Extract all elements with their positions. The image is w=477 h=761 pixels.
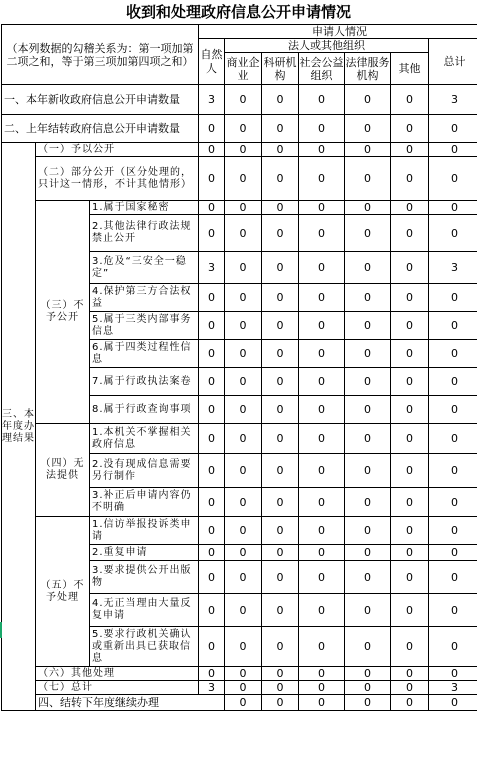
- table-row: [2, 115, 477, 143]
- cell: 0: [299, 667, 345, 681]
- cell: 0: [262, 627, 299, 667]
- table-row: [2, 681, 477, 695]
- cell: 0: [299, 396, 345, 424]
- cell: 0: [429, 594, 477, 627]
- cell: 0: [225, 454, 262, 488]
- cell: 0: [429, 143, 477, 157]
- cell: 0: [391, 312, 429, 340]
- cell: 0: [199, 594, 225, 627]
- row-label: 3.补正后申请内容仍不明确: [90, 488, 199, 517]
- cell: 0: [199, 201, 225, 215]
- cell: 0: [345, 215, 391, 252]
- cell: 0: [225, 115, 262, 143]
- cell: 0: [345, 424, 391, 454]
- cell: 0: [345, 594, 391, 627]
- table-row: [2, 143, 477, 157]
- cell: 0: [262, 695, 299, 711]
- row-label: 3.危及“三安全一稳定”: [90, 252, 199, 284]
- cell: 0: [429, 695, 477, 711]
- cell: 0: [429, 340, 477, 368]
- cell: 0: [199, 368, 225, 396]
- table-row: [2, 201, 477, 215]
- legal-org-header: 法人或其他组织: [225, 39, 429, 53]
- cell: 0: [391, 424, 429, 454]
- cell: 0: [299, 340, 345, 368]
- cell: 0: [262, 143, 299, 157]
- cell: 0: [299, 284, 345, 312]
- group-three-label: （三）不予公开: [36, 201, 90, 424]
- cell: 0: [429, 201, 477, 215]
- cell: 0: [299, 545, 345, 561]
- row-label: 7.属于行政执法案卷: [90, 368, 199, 396]
- cell: 0: [225, 368, 262, 396]
- cell: 0: [391, 681, 429, 695]
- info-disclosure-table: [1, 24, 477, 711]
- cell: 0: [299, 681, 345, 695]
- cell: 0: [299, 517, 345, 545]
- cell: 3: [429, 681, 477, 695]
- cell: 0: [299, 143, 345, 157]
- row-label: 5.属于三类内部事务信息: [90, 312, 199, 340]
- cell: 0: [199, 627, 225, 667]
- cell: 0: [345, 695, 391, 711]
- applicant-header: 申请人情况: [199, 25, 477, 39]
- page-title: 收到和处理政府信息公开申请情况: [125, 3, 351, 21]
- cell: 0: [262, 488, 299, 517]
- cell: 0: [262, 340, 299, 368]
- cell: 0: [429, 424, 477, 454]
- cell: 0: [199, 667, 225, 681]
- cell: 0: [262, 545, 299, 561]
- cell: 0: [299, 424, 345, 454]
- row-label: 6.属于四类过程性信息: [90, 340, 199, 368]
- cell: 0: [345, 85, 391, 115]
- cell: 0: [391, 396, 429, 424]
- cell: 0: [391, 454, 429, 488]
- row-label: 2.没有现成信息需要另行制作: [90, 454, 199, 488]
- cell: 0: [391, 594, 429, 627]
- cell: 0: [299, 312, 345, 340]
- cell: 0: [225, 594, 262, 627]
- relation-note: （本列数据的勾稽关系为：第一项加第二项之和，等于第三项加第四项之和）: [2, 25, 199, 85]
- row-label: 5.要求行政机关确认或重新出具已获取信息: [90, 627, 199, 667]
- cell: 0: [391, 627, 429, 667]
- cell: 0: [391, 157, 429, 201]
- row-label: （二）部分公开（区分处理的，只计这一情形，不计其他情形）: [36, 157, 199, 201]
- cell: 0: [345, 252, 391, 284]
- cell: 0: [299, 85, 345, 115]
- cell: 3: [429, 85, 477, 115]
- cell: 0: [345, 627, 391, 667]
- cell: 0: [345, 284, 391, 312]
- cell: 0: [262, 454, 299, 488]
- cell: 0: [391, 340, 429, 368]
- total-header: 总计: [429, 39, 477, 85]
- row-label: 1.本机关不掌握相关政府信息: [90, 424, 199, 454]
- cell: 3: [199, 681, 225, 695]
- table-row: [2, 157, 477, 201]
- cell: 0: [299, 488, 345, 517]
- cell: 0: [262, 594, 299, 627]
- cell: 0: [199, 396, 225, 424]
- cell: 0: [299, 627, 345, 667]
- cell: 0: [345, 201, 391, 215]
- section-three-label: 三、本年度办理结果: [2, 143, 36, 711]
- cell: 0: [345, 340, 391, 368]
- cell: 0: [199, 312, 225, 340]
- cell: 0: [199, 424, 225, 454]
- cell: 0: [199, 488, 225, 517]
- cell: 0: [225, 396, 262, 424]
- cell: 0: [345, 488, 391, 517]
- row-label: 8.属于行政查询事项: [90, 396, 199, 424]
- cell: 0: [262, 284, 299, 312]
- row-label: 1.信访举报投诉类申请: [90, 517, 199, 545]
- cell: 0: [225, 340, 262, 368]
- cell: 0: [429, 561, 477, 594]
- research-header: 科研机构: [262, 53, 299, 85]
- cell: 0: [429, 517, 477, 545]
- cell: 0: [199, 143, 225, 157]
- cell: 0: [199, 215, 225, 252]
- table-row: [2, 667, 477, 681]
- cell: 0: [429, 627, 477, 667]
- cell: 0: [225, 545, 262, 561]
- cell: 0: [299, 454, 345, 488]
- row-label: 3.要求提供公开出版物: [90, 561, 199, 594]
- cell: 0: [391, 695, 429, 711]
- group-four-label: （四）无法提供: [36, 424, 90, 517]
- cell: 0: [199, 340, 225, 368]
- cell: 0: [391, 667, 429, 681]
- cell: 0: [391, 201, 429, 215]
- cell: 0: [299, 561, 345, 594]
- cell: 0: [262, 368, 299, 396]
- table-row: [2, 85, 477, 115]
- cell: 0: [299, 252, 345, 284]
- cell: 0: [199, 561, 225, 594]
- cell: 0: [199, 115, 225, 143]
- cell: 0: [345, 681, 391, 695]
- cell: 0: [225, 284, 262, 312]
- cell: 0: [391, 561, 429, 594]
- cell: 0: [345, 312, 391, 340]
- cell: 3: [199, 252, 225, 284]
- law-header: 法律服务机构: [345, 53, 391, 85]
- cell: 0: [262, 312, 299, 340]
- row-label: 二、上年结转政府信息公开申请数量: [2, 115, 199, 143]
- cell: 0: [345, 561, 391, 594]
- cell: 0: [299, 695, 345, 711]
- cell: 0: [225, 157, 262, 201]
- cell: 0: [429, 368, 477, 396]
- row-label: 2.重复申请: [90, 545, 199, 561]
- cell: 0: [429, 115, 477, 143]
- cell: 0: [345, 368, 391, 396]
- cell: 0: [299, 368, 345, 396]
- cell: 0: [391, 85, 429, 115]
- cell: 0: [299, 115, 345, 143]
- cell: 0: [262, 157, 299, 201]
- cell: 0: [225, 201, 262, 215]
- cell: 0: [262, 667, 299, 681]
- cell: 0: [391, 368, 429, 396]
- cell: 0: [225, 627, 262, 667]
- cell: 0: [391, 252, 429, 284]
- cell: 0: [199, 284, 225, 312]
- table-row: [2, 517, 477, 545]
- cell: 0: [199, 517, 225, 545]
- cell: 0: [345, 396, 391, 424]
- edge-marker: [0, 622, 2, 638]
- row-label: （一）予以公开: [36, 143, 199, 157]
- business-header: 商业企业: [225, 53, 262, 85]
- cell: 0: [391, 517, 429, 545]
- cell: 0: [429, 157, 477, 201]
- social-header: 社会公益组织: [299, 53, 345, 85]
- cell: 0: [429, 454, 477, 488]
- cell: 0: [345, 157, 391, 201]
- natural-person-header: 自然人: [199, 39, 225, 85]
- cell: 0: [429, 312, 477, 340]
- cell: 0: [199, 157, 225, 201]
- cell: 0: [262, 215, 299, 252]
- cell: 0: [345, 143, 391, 157]
- cell: 0: [225, 488, 262, 517]
- cell: 0: [391, 115, 429, 143]
- row-label: 1.属于国家秘密: [90, 201, 199, 215]
- cell: 0: [429, 488, 477, 517]
- cell: 0: [262, 424, 299, 454]
- cell: 0: [299, 201, 345, 215]
- cell: 0: [299, 215, 345, 252]
- cell: 0: [225, 561, 262, 594]
- cell: 0: [199, 454, 225, 488]
- cell: 0: [225, 215, 262, 252]
- cell: 0: [225, 517, 262, 545]
- cell: 0: [225, 424, 262, 454]
- cell: 0: [262, 115, 299, 143]
- cell: 0: [391, 488, 429, 517]
- cell: 0: [262, 396, 299, 424]
- cell: 0: [429, 667, 477, 681]
- group-five-label: （五）不予处理: [36, 517, 90, 667]
- cell: 0: [345, 667, 391, 681]
- cell: 3: [199, 85, 225, 115]
- row-label: 4.无正当理由大量反复申请: [90, 594, 199, 627]
- cell: 0: [225, 312, 262, 340]
- cell: 0: [429, 396, 477, 424]
- table-row: [2, 424, 477, 454]
- cell: 0: [262, 561, 299, 594]
- cell: 0: [262, 85, 299, 115]
- cell: 0: [429, 284, 477, 312]
- cell: 0: [262, 681, 299, 695]
- cell: 0: [225, 667, 262, 681]
- cell: 0: [299, 157, 345, 201]
- cell: 0: [225, 695, 262, 711]
- row-label: 4.保护第三方合法权益: [90, 284, 199, 312]
- row-label: 一、本年新收政府信息公开申请数量: [2, 85, 199, 115]
- cell: 0: [429, 545, 477, 561]
- row-label: （六）其他处理: [36, 667, 199, 681]
- row-label: （七）总计: [36, 681, 199, 695]
- other-header: 其他: [391, 53, 429, 85]
- cell: 0: [345, 545, 391, 561]
- row-label: 四、结转下年度继续办理: [36, 695, 225, 711]
- cell: 0: [345, 115, 391, 143]
- cell: 0: [391, 545, 429, 561]
- cell: 0: [345, 454, 391, 488]
- cell: 0: [225, 681, 262, 695]
- cell: 0: [299, 594, 345, 627]
- cell: 0: [391, 143, 429, 157]
- row-label: 2.其他法律行政法规禁止公开: [90, 215, 199, 252]
- cell: 0: [225, 85, 262, 115]
- cell: 3: [429, 252, 477, 284]
- cell: 0: [262, 252, 299, 284]
- cell: 0: [262, 517, 299, 545]
- table-row: [2, 695, 477, 711]
- cell: 0: [262, 201, 299, 215]
- cell: 0: [345, 517, 391, 545]
- cell: 0: [199, 545, 225, 561]
- cell: 0: [429, 215, 477, 252]
- cell: 0: [391, 284, 429, 312]
- cell: 0: [225, 143, 262, 157]
- cell: 0: [391, 215, 429, 252]
- cell: 0: [225, 252, 262, 284]
